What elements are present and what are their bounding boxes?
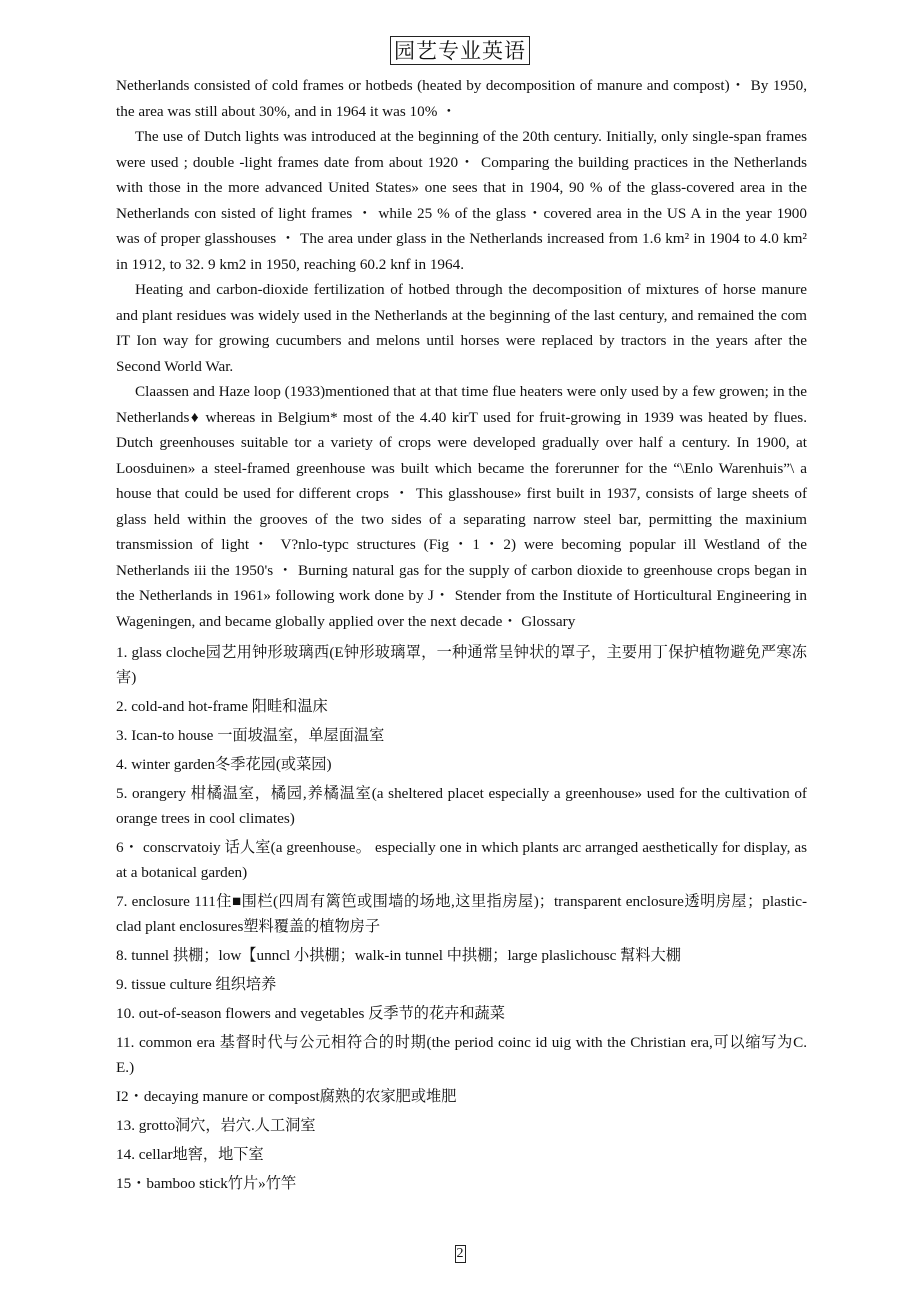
paragraph: Claassen and Haze loop (1933)mentioned that at that time flue heaters were only used by a few growen; in the Netherlands♦ whereas in Belgium* most of the 4.40 kirT used for fruit-growing in 1939 was heated by flues. Dutch greenhouses suitable tor a variety of crops were developed gradually over half a century. In 1900, at Loosduinen» a steel-framed greenhouse was built which became the forerunner for the “\Enlo Warenhuis”\ a house that could be used for different crops ・ This glasshouse» first built in 1937, consists of large sheets of glass held within the grooves of the two sides of a separating narrow steel bar, permitting the maxinium transmission of light・ V?nlo-typc structures (Fig・1・2) were becoming popular ill Westland of the Netherlands iii the 1950's ・ Burning natural gas for the supply of carbon dioxide to greenhouse crops began in the Netherlands in 1961» following work done by J・ Stender from the Institute of Horticultural Engineering in Wageningen, and became globally applied over the next decade・ Glossary [116, 383, 807, 630]
glossary-item: 14. cellar地窖，地下室 [116, 1146, 264, 1163]
paragraph: Heating and carbon-dioxide fertilization of hotbed through the decomposition of mixtures of horse manure and plant residues was widely used in the Netherlands at the beginning of the last century, and remained the com IT Ion way for growing cucumbers and melons until horses were replaced by tractors in the years after the Second World War. [116, 281, 807, 375]
glossary-item: 5. orangery 柑橘温室，橘园,养橘温室(a sheltered placet especially a greenhouse» used for the cultivation of orange trees in cool climates) [116, 785, 807, 827]
page-number: 2 [456, 1246, 464, 1261]
glossary-item: 15・bamboo stick竹片»竹竿 [116, 1175, 297, 1192]
document-body [116, 73, 807, 1200]
page-header [0, 36, 920, 65]
glossary-item: 4. winter garden冬季花园(或菜园) [116, 756, 332, 773]
glossary-list [116, 640, 807, 1196]
glossary-item: 3. Ican-to house 一面坡温室，单屋面温室 [116, 727, 385, 744]
paragraph: Netherlands consisted of cold frames or hotbeds (heated by decomposition of manure and compost)・ By 1950, the area was still about 30%, and in 1964 it was 10% ・ [116, 77, 807, 120]
glossary-item: I2・decaying manure or compost腐熟的农家肥或堆肥 [116, 1088, 457, 1105]
page-title: 园艺专业英语 [390, 36, 530, 65]
glossary-item: 7. enclosure 111住■围栏(四周有篱笆或围墙的场地,这里指房屋)；transparent enclosure透明房屋；plastic-clad plant enclosures塑料覆盖的植物房子 [116, 893, 807, 935]
glossary-item: 6・ conscrvatoiy 话人室(a greenhouse。 especially one in which plants arc arranged aesthetically for display, as at a botanical garden) [116, 839, 807, 881]
page-footer [0, 1244, 920, 1263]
glossary-item: 11. common era 基督时代与公元相符合的时期(the period coinc id uig with the Christian era,可以缩写为C. E.) [116, 1034, 807, 1076]
glossary-item: 13. grotto洞穴，岩穴.人工洞室 [116, 1117, 316, 1134]
glossary-item: 8. tunnel 拱棚；low【unncl 小拱棚；walk-in tunnel 中拱棚；large plaslichousc 幫料大棚 [116, 947, 681, 964]
glossary-item: 10. out-of-season flowers and vegetables 反季节的花卉和蔬菜 [116, 1005, 505, 1022]
glossary-item: 2. cold-and hot-frame 阳畦和温床 [116, 698, 328, 715]
glossary-item: 9. tissue culture 组织培养 [116, 976, 277, 993]
paragraph: The use of Dutch lights was introduced at the beginning of the 20th century. Initially, only single-span frames were used ; double -light frames date from about 1920・ Comparing the building practices in the Netherlands with those in the more advanced United States» one sees that in 1904, 90 % of the glass-covered area in the Netherlands con sisted of light frames ・ while 25 % of the glass・covered area in the US A in the year 1900 was of proper glasshouses ・ The area under glass in the Netherlands increased from 1.6 km² in 1904 to 4.0 km² in 1912, to 32. 9 km2 in 1950, reaching 60.2 knf in 1964. [116, 128, 807, 273]
glossary-item: 1. glass cloche园艺用钟形玻璃西(E钟形玻璃罩，一种通常呈钟状的罩子，主要用丁保护植物避免严寒冻害) [116, 644, 807, 686]
